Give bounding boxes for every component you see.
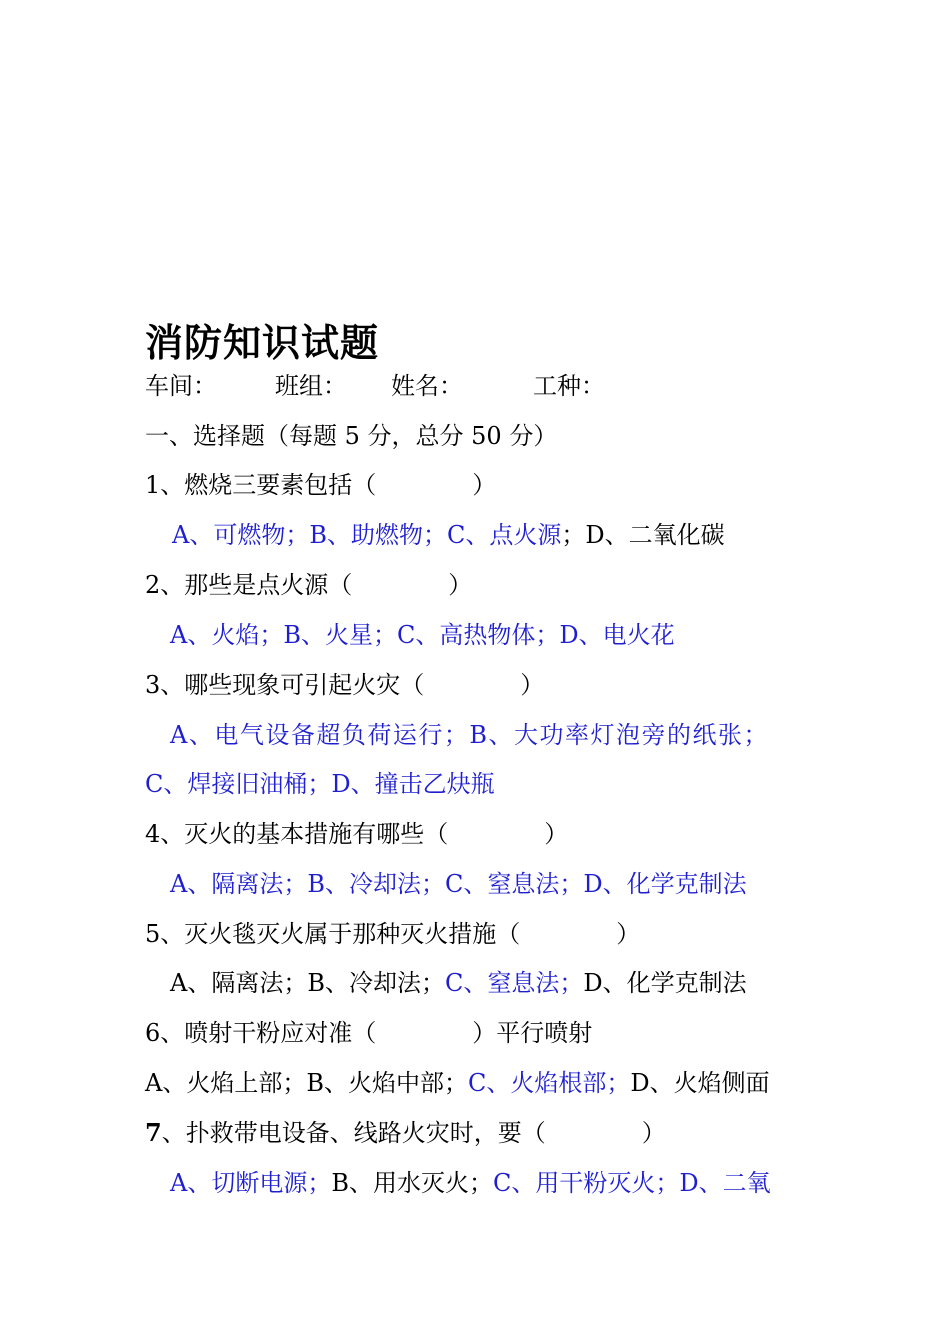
question-5: 5、灭火毯灭火属于那种灭火措施（ ） xyxy=(145,920,641,948)
q2-option-b: B、火星； xyxy=(283,621,397,649)
q7-text: 、扑救带电设备、线路火灾时，要（ ） xyxy=(161,1119,666,1147)
q2-option-d: D、电火花 xyxy=(559,621,675,649)
question-3-options-line2 xyxy=(145,768,495,800)
q7-option-a: A、切断电源； xyxy=(170,1169,332,1197)
q6-option-b: B、火焰中部； xyxy=(306,1069,468,1097)
q1-option-c: C、点火源 xyxy=(446,521,562,549)
q7-option-c: C、用干粉灭火； xyxy=(492,1169,680,1197)
q1-option-b: B、助燃物； xyxy=(309,521,447,549)
q1-option-a: A、可燃物； xyxy=(172,521,310,549)
q7-number: 7 xyxy=(145,1118,162,1147)
question-1-options xyxy=(172,519,725,551)
question-3: 3、哪些现象可引起火灾（ ） xyxy=(145,671,545,699)
question-6-options xyxy=(145,1067,770,1099)
workshop-label: 车间： xyxy=(145,372,217,400)
q7-option-b: B、用水灭火； xyxy=(331,1169,493,1197)
q5-option-c: C、窒息法； xyxy=(444,969,584,997)
job-label: 工种： xyxy=(533,372,605,400)
q7-option-d: D、二氧 xyxy=(679,1169,771,1197)
question-7 xyxy=(145,1117,666,1149)
question-4-options xyxy=(170,868,747,900)
q5-option-d: D、化学克制法 xyxy=(583,969,747,997)
section-heading: 一、选择题（每题 5 分，总分 50 分） xyxy=(145,422,558,450)
q3-option-b: B、大功率灯泡旁的纸张； xyxy=(469,721,769,749)
q4-option-a: A、隔离法； xyxy=(170,870,308,898)
question-2: 2、那些是点火源（ ） xyxy=(145,571,473,599)
q3-option-a: A、电气设备超负荷运行； xyxy=(170,721,470,749)
q6-option-a: A、火焰上部； xyxy=(145,1069,307,1097)
q6-option-d: D、火焰侧面 xyxy=(630,1069,770,1097)
q2-option-a: A、火焰； xyxy=(170,621,284,649)
q4-option-d: D、化学克制法 xyxy=(583,870,747,898)
name-label: 姓名： xyxy=(391,372,463,400)
team-label: 班组： xyxy=(275,372,347,400)
q3-option-c: C、焊接旧油桶； xyxy=(145,770,332,798)
q5-option-a: A、隔离法； xyxy=(170,969,308,997)
q6-option-c: C、火焰根部； xyxy=(467,1069,631,1097)
q5-option-b: B、冷却法； xyxy=(307,969,445,997)
header-fields xyxy=(145,370,605,402)
page-title: 消防知识试题 xyxy=(145,320,380,365)
question-7-options xyxy=(170,1167,771,1199)
question-3-options-line1 xyxy=(170,719,769,751)
q1-option-d: ；D、二氧化碳 xyxy=(561,521,725,549)
q4-option-c: C、窒息法； xyxy=(444,870,584,898)
q2-option-c: C、高热物体； xyxy=(396,621,560,649)
question-5-options xyxy=(170,967,747,999)
question-1: 1、燃烧三要素包括（ ） xyxy=(145,471,497,499)
question-4: 4、灭火的基本措施有哪些（ ） xyxy=(145,820,569,848)
q4-option-b: B、冷却法； xyxy=(307,870,445,898)
q3-option-d: D、撞击乙炔瓶 xyxy=(331,770,495,798)
question-6: 6、喷射干粉应对准（ ）平行喷射 xyxy=(145,1019,593,1047)
question-2-options xyxy=(170,619,675,651)
